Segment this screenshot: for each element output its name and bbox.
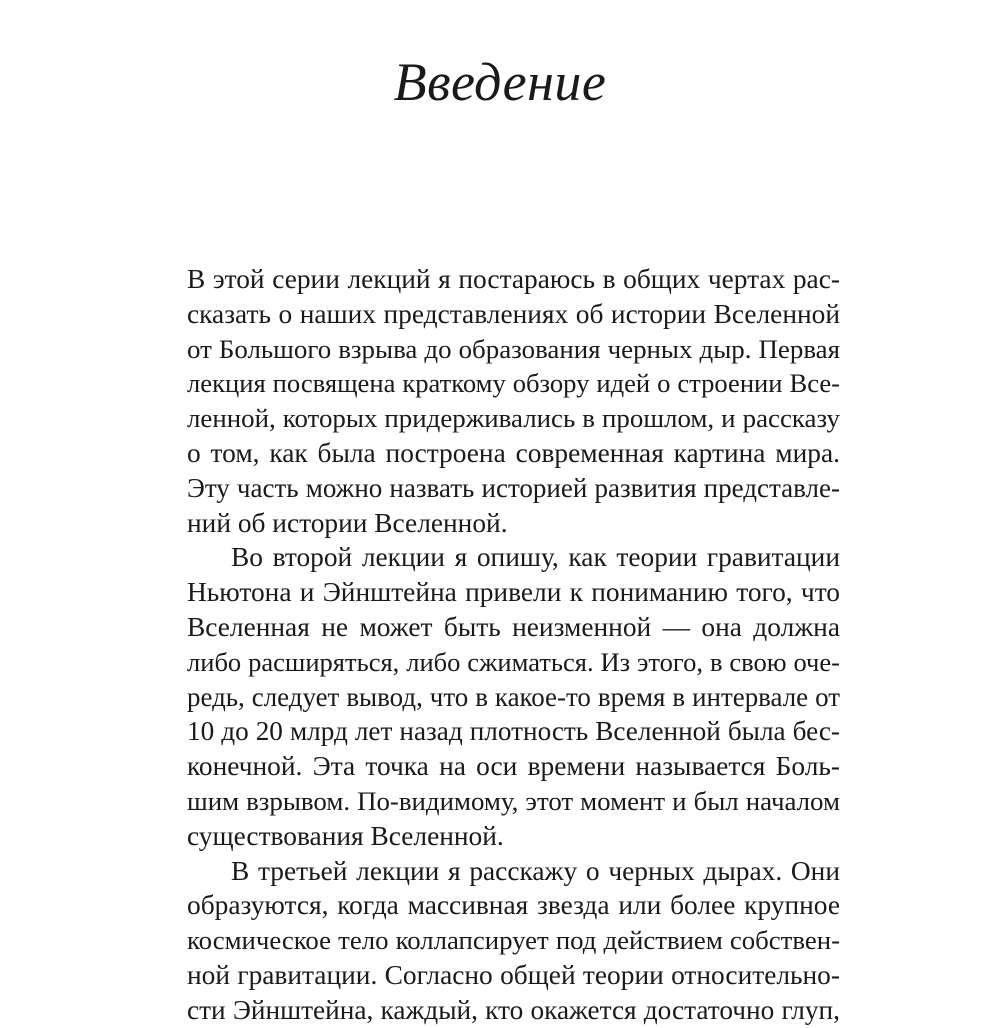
text-line: 10 до 20 млрд лет назад плотность Вселенной была бес- <box>187 716 840 747</box>
text-line: либо расширяться, либо сжиматься. Из этого, в свою оче- <box>187 646 840 677</box>
paragraph-2 <box>187 540 840 853</box>
text-line: Во второй лекции я опишу, как теории гравитации <box>231 542 840 573</box>
chapter-body <box>187 262 840 1028</box>
text-line: от Большого взрыва до образования черных дыр. Первая <box>187 333 840 364</box>
text-line: сти Эйнштейна, каждый, кто окажется достаточно глуп, <box>187 994 840 1025</box>
text-line: образуются, когда массивная звезда или более крупное <box>187 890 840 921</box>
text-line: ленной, которых придерживались в прошлом, и рассказу <box>187 403 840 434</box>
text-line: конечной. Эта точка на оси времени называется Боль- <box>187 751 840 782</box>
text-line: о том, как была построена современная картина мира. <box>187 437 840 468</box>
paragraph-1 <box>187 262 840 540</box>
paragraph-3 <box>187 854 840 1028</box>
text-line: ний об истории Вселенной. <box>187 507 508 538</box>
text-line: Ньютона и Эйнштейна привели к пониманию того, что <box>187 577 840 608</box>
text-line: Эту часть можно назвать историей развития представле- <box>187 472 840 503</box>
text-line: В третьей лекции я расскажу о черных дырах. Они <box>231 855 840 886</box>
text-line: В этой серии лекций я постараюсь в общих чертах рас- <box>187 264 840 294</box>
chapter-title: Введение <box>393 52 607 112</box>
text-line: существования Вселенной. <box>187 820 504 851</box>
text-line: шим взрывом. По-видимому, этот момент и был началом <box>187 785 840 816</box>
text-line: ной гравитации. Согласно общей теории относительно- <box>187 959 840 990</box>
text-line: лекция посвящена краткому обзору идей о строении Все- <box>187 368 840 399</box>
text-line: Вселенная не может быть неизменной — она должна <box>187 611 840 642</box>
text-line: сказать о наших представлениях об истории Вселенной <box>187 298 840 329</box>
text-line: космическое тело коллапсирует под действием собствен- <box>187 925 840 956</box>
text-line: редь, следует вывод, что в какое-то время в интервале от <box>187 681 840 712</box>
